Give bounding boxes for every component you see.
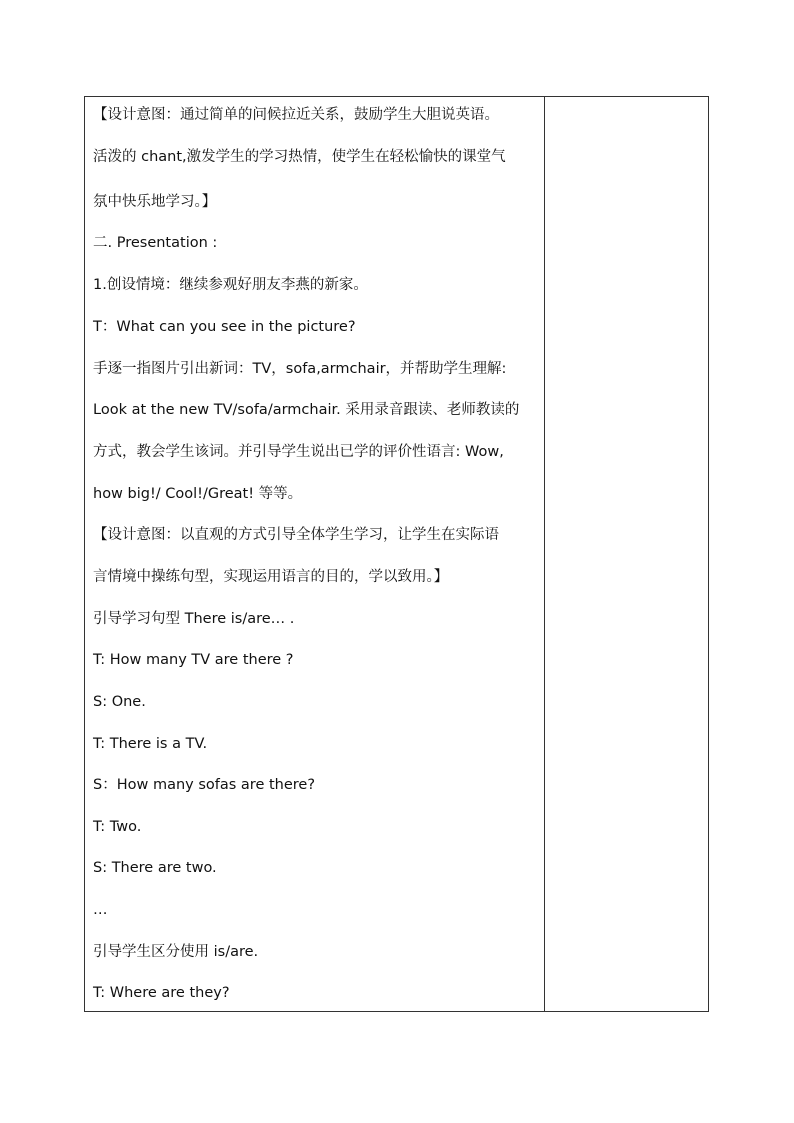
- lesson-plan-table: [84, 96, 709, 1012]
- text-line: S: One.: [93, 694, 146, 710]
- text-line: 引导学习句型 There is/are… .: [93, 611, 295, 627]
- text-line: T：What can you see in the picture?: [93, 319, 356, 335]
- text-line: 活泼的 chant,激发学生的学习热情，使学生在轻松愉快的课堂气: [93, 149, 506, 165]
- text-line: T: Where are they?: [93, 985, 230, 1001]
- text-line: 方式，教会学生该词。并引导学生说出已学的评价性语言: Wow,: [93, 444, 504, 460]
- text-line: 氛中快乐地学习。】: [93, 194, 217, 210]
- notes-cell: [545, 97, 708, 1011]
- text-line: 1.创设情境：继续参观好朋友李燕的新家。: [93, 277, 368, 293]
- text-line: Look at the new TV/sofa/armchair. 采用录音跟读、老师教读的: [93, 402, 520, 418]
- text-line: 言情境中操练句型，实现运用语言的目的，学以致用。】: [93, 569, 449, 585]
- text-line: how big!/ Cool!/Great! 等等。: [93, 486, 303, 502]
- text-line: 引导学生区分使用 is/are.: [93, 944, 259, 960]
- lesson-content-cell: [85, 97, 545, 1011]
- text-line: 二. Presentation :: [93, 235, 218, 251]
- text-line: 【设计意图：通过简单的问候拉近关系，鼓励学生大胆说英语。: [93, 107, 499, 123]
- text-line: …: [93, 902, 108, 918]
- text-line: T: How many TV are there ?: [93, 652, 294, 668]
- text-line: 【设计意图：以直观的方式引导全体学生学习，让学生在实际语: [93, 527, 499, 543]
- text-line: T: Two.: [93, 819, 142, 835]
- text-line: 手逐一指图片引出新词：TV，sofa,armchair，并帮助学生理解:: [93, 361, 507, 377]
- text-line: S：How many sofas are there?: [93, 777, 316, 793]
- text-line: S: There are two.: [93, 860, 217, 876]
- text-line: T: There is a TV.: [93, 736, 208, 752]
